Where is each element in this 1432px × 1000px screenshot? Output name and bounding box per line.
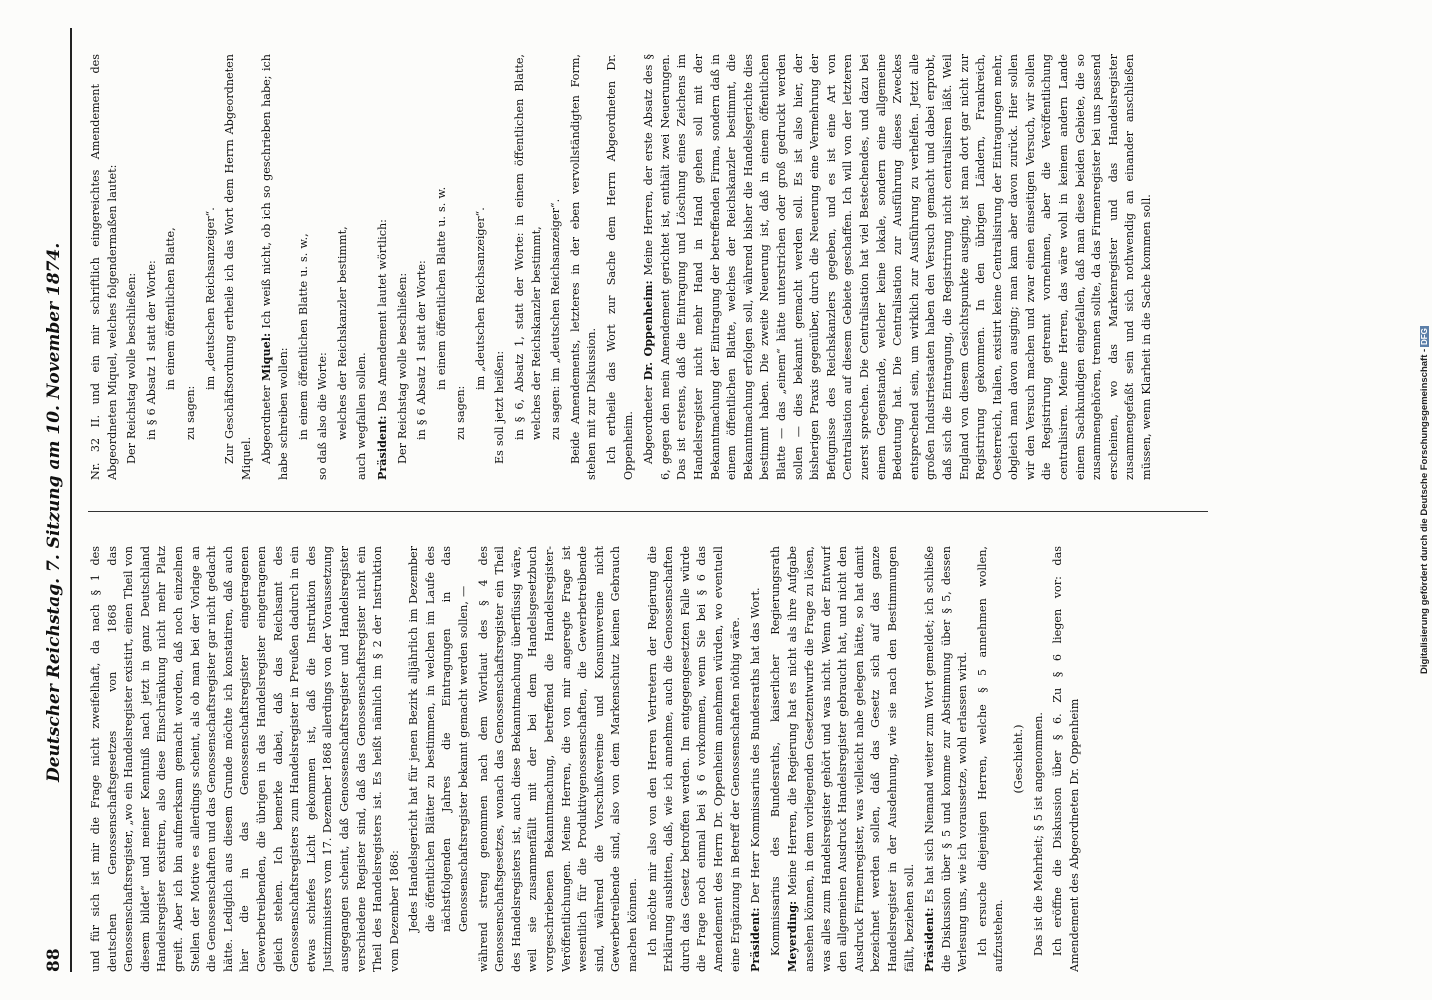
left-column-paragraph: Präsident: Es hat sich Niemand weiter zum Wort gemeldet; ich schließe die Diskussion über § 5 und komme zur Abstimmung über § 5, dessen Verlesung uns, wie ich voraussetze, wohl erlassen wird. bbox=[922, 546, 970, 972]
right-column-paragraph: im „deutschen Reichsanzeiger“. bbox=[203, 207, 217, 390]
right-column-paragraph: in § 6, Absatz 1, statt der Worte: in einem öffentlichen Blatte, welches der Reichskanzler bestimmt, bbox=[513, 54, 543, 440]
right-column-paragraph: Abgeordneter Miquel: Ich weiß nicht, ob ich so geschrieben habe; ich habe schreiben wollen: bbox=[259, 54, 290, 480]
right-column-paragraph: in § 6 Absatz 1 statt der Worte: bbox=[144, 260, 158, 440]
dfg-logo: DFG bbox=[1420, 327, 1429, 345]
credit-text: Digitalisierung gefördert durch die Deutsche Forschungsgemeinschaft - bbox=[1419, 349, 1430, 675]
column-divider bbox=[88, 511, 1208, 512]
right-column-paragraph: Präsident: Das Amendement lautet wörtlich: bbox=[374, 219, 389, 480]
right-column-paragraph: Zur Geschäftsordnung ertheile ich das Wort dem Herrn Abgeordneten Miquel. bbox=[223, 54, 253, 480]
left-column-paragraph: während streng genommen nach dem Wortlaut des § 4 des Genossenschaftsgesetzes, wonach das Genossenschaftsregister ein Theil des Handelsregisters ist, auch diese Bekanntmachung überflüssig wäre, weil sie zusammenfällt mit der bei dem Handelsgesetzbuch vorgeschriebenen Bekanntmachung, betreffend die Handelsregister-Veröffentlichungen. Meine Herren, die von mir angeregte Frage ist wesentlich für die Produktivgenossenschaften, die Gewerbetreibende sind, während die Vorschußvereine und Konsumvereine nicht Gewerbetreibende sind, also von dem Markenschutz keinen Gebrauch machen können. bbox=[476, 546, 639, 972]
right-column-paragraph: Ich ertheile das Wort zur Sache dem Herrn Abgeordneten Dr. Oppenheim. bbox=[605, 54, 635, 480]
right-column-paragraph: in einem öffentlichen Blatte, bbox=[164, 227, 178, 390]
right-column-paragraph: in einem öffentlichen Blatte u. s. w. bbox=[434, 186, 448, 390]
page-number: 88 bbox=[44, 948, 64, 972]
right-column-paragraph: zu sagen: bbox=[454, 385, 468, 440]
right-column bbox=[88, 54, 1358, 480]
left-column-paragraph: Ich möchte mir also von den Herren Vertretern der Regierung die Erklärung ausbitten, daß, wie ich annehme, auch die Genossenschaften durch das Gesetz betroffen werden. Im entgegengesetzten Falle würde die Frage noch einmal bei § 6 vorkommen, wenn Sie bei § 6 das Amendement des Herrn Dr. Oppenheim annehmen würden, wo eventuell eine Ergänzung in Betreff der Genossenschaften nöthig wäre. bbox=[645, 546, 742, 972]
left-column bbox=[88, 546, 1358, 972]
left-column-paragraph: Jedes Handelsgericht hat für jenen Bezirk alljährlich im Dezember die öffentlichen Blätter zu bestimmen, in welchen im Laufe des nächstfolgenden Jahres die Eintragungen in das Genossenschaftsregister bekannt gemacht werden sollen, — bbox=[407, 546, 471, 932]
left-column-paragraph: (Geschieht.) bbox=[1012, 724, 1026, 794]
left-column-paragraph: und für sich ist mir die Frage nicht zweifelhaft, da nach § 1 des deutschen Genossenschaftsgesetzes von 1868 das Genossenschaftsregister, „wo ein Handelsregister existirt, einen Theil von diesem bildet“ und meiner Kenntniß nach jetzt in ganz Deutschland Handelsregister existiren, also diese Einschränkung nicht mehr Platz greift. Aber ich bin aufmerksam gemacht worden, daß noch einzelnen Stellen der Motive es allerdings scheint, als ob man bei der Vorlage an die Genossenschaften und das Genossenschaftsregister gar nicht gedacht hätte. Lediglich aus diesem Grunde möchte ich konstatiren, daß auch hier die in das Genossenschaftsregister eingetragenen Gewerbetreibenden, die übrigen in das Handelsregister eingetragenen gleich stehen. Ich bemerke dabei, daß das Reichsamt des Genossenschaftsregisters zum Handelsregister in Preußen dadurch in ein etwas schiefes Licht gekommen ist, daß die Instruktion des Justizministers vom 17. Dezember 1868 allerdings von der Voraussetzung ausgegangen scheint, daß Genossenschaftsregister und Handelsregister verschiedene Register sind, daß das Genossenschaftsregister nicht ein Theil des Handelsregisters ist. Es heißt nämlich im § 2 der Instruktion vom Dezember 1868: bbox=[89, 546, 401, 972]
left-column-paragraph: Ich ersuche diejenigen Herren, welche § 5 annehmen wollen, aufzustehen. bbox=[975, 546, 1006, 972]
right-column-paragraph: auch wegfallen sollen. bbox=[355, 352, 369, 480]
right-column-paragraph: Beide Amendements, letzteres in der eben vervollständigten Form, stehen mit zur Diskussion. bbox=[568, 54, 599, 480]
right-column-paragraph: welches der Reichskanzler bestimmt, bbox=[335, 226, 349, 440]
right-column-paragraph: in § 6 Absatz 1 statt der Worte: bbox=[415, 260, 429, 440]
right-column-paragraph: Der Reichstag wolle beschließen: bbox=[125, 272, 139, 464]
right-column-paragraph: Nr. 32 II. und ein mir schriftlich eingereichtes Amendement des Abgeordneten Miquel, welches folgendermaßen lautet: bbox=[89, 54, 119, 480]
left-column-paragraph: Ich eröffne die Diskussion über § 6. Zu § 6 liegen vor: das Amendement des Abgeordneten Dr. Oppenheim bbox=[1051, 546, 1081, 972]
right-column-paragraph: zu sagen: bbox=[183, 385, 197, 440]
right-column-paragraph: im „deutschen Reichsanzeiger“. bbox=[473, 207, 487, 390]
left-column-paragraph: Kommissarius des Bundesraths, kaiserlicher Regierungsrath Meyerding: Meine Herren, die Regierung hat es nicht als ihre Aufgabe ansehen können, in dem vorliegenden Gesetzentwurfe die Frage zu lösen, was alles zum Handelsregister gehört und was nicht. Wenn der Entwurf den allgemeinen Ausdruck Handelsregister gebraucht hat, und nicht den Ausdruck Firmenregister, was vielleicht nahe gelegen hätte, so hat damit bezeichnet werden sollen, daß das Gesetz sich auf das ganze Handelsregister in der Ausdehnung, wie sie nach den Bestimmungen fällt, beziehen soll. bbox=[768, 546, 916, 972]
right-column-paragraph: Abgeordneter Dr. Oppenheim: Meine Herren, der erste Absatz des § 6, gegen den mein Amendement gerichtet ist, enthält zwei Neuerungen. Das ist erstens, daß die Eintragung und Löschung eines Zeichens im Handelsregister nicht mehr Hand in Hand gehen soll mit der Bekanntmachung der Eintragung der betreffenden Firma, sondern daß in einem öffentlichen Blatte, welches der Reichskanzler bestimmt, die Bekanntmachung erfolgen soll, während bisher die Handelsgerichte dies bestimmt haben. Die zweite Neuerung ist, daß in einem öffentlichen Blatte — das „einem“ hätte unterstrichen oder groß gedruckt werden sollen — dies bekannt gemacht werden soll. Es ist also hier, der bisherigen Praxis gegenüber, durch die Neuerung eine Vermehrung der Befugnisse des Reichskanzlers gegeben, und es ist eine Art von Centralisation auf diesem Gebiete geschaffen. Ich will von der letzteren zuerst sprechen. Die Centralisation hat viel Bestechendes, und dazu bei einem Gegenstande, welcher keine lokale, sondern eine allgemeine Bedeutung hat. Die Centralisation zur Ausführung dieses Zweckes entsprechend sein, um wirklich zur Ausführung zu verhelfen. Jetzt alle großen Industriestaaten haben den Versuch gemacht und dabei erprobt, daß sich die Eintragung, die Registrirung nicht centralisiren läßt. Weil England von diesem Gesichtspunkte ausging, ist man dort gar nicht zur Registrirung gekommen. In den übrigen Ländern, Frankreich, Oesterreich, Italien, existirt keine Centralisirung der Eintragungen mehr, obgleich man davon ausging; man kam aber davon zurück. Hier sollen wir den Versuch machen und zwar einen einseitigen Versuch, wir sollen die Registrirung getrennt vornehmen, aber die Veröffentlichung centralisiren. Meine Herren, das wäre wohl in keinem andern Lande einem Sachkundigen eingefallen, daß man diese beiden Gebiete, die so zusammengehören, trennen sollte, da das Firmenregister bei uns passend erscheinen, wo das Markenregister und das Handelsregister zusammengefaßt sein und sich nothwendig an einander anschließen müssen, wenn Klarheit in die Sache kommen soll. bbox=[641, 54, 1154, 480]
digitization-credit bbox=[1419, 40, 1430, 960]
right-column-paragraph: Der Reichstag wolle beschließen: bbox=[395, 272, 409, 464]
running-title: Deutscher Reichstag. 7. Sitzung am 10. November 1874. bbox=[44, 242, 64, 782]
right-column-paragraph: zu sagen: im „deutschen Reichsanzeiger“. bbox=[549, 198, 563, 440]
right-column-paragraph: in einem öffentlichen Blatte u. s. w., bbox=[296, 233, 310, 440]
right-column-paragraph: Es soll jetzt heißen: bbox=[493, 350, 507, 464]
left-column-paragraph: Präsident: Der Herr Kommissarius des Bundesraths hat das Wort. bbox=[748, 587, 763, 972]
left-column-paragraph: Das ist die Mehrheit; § 5 ist angenommen. bbox=[1031, 712, 1045, 956]
page-header bbox=[40, 28, 72, 972]
right-column-paragraph: so daß also die Worte: bbox=[316, 352, 330, 480]
